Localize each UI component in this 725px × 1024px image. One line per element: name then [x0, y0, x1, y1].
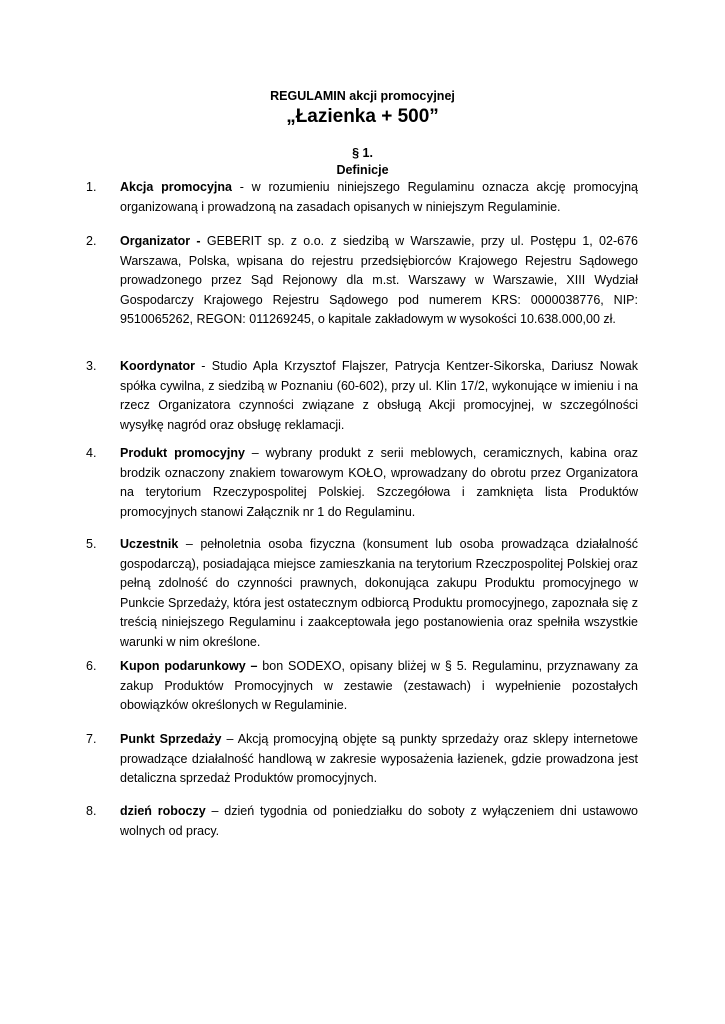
- definition-text: – pełnoletnia osoba fizyczna (konsument lub osoba prowadząca działalność gospodarczą), posiadająca miejsce zamieszkania na terytorium Rzeczpospolitej Polskiej oraz pełną zdolność do czynności prawnych, dokonująca zakupu Produktu promocyjnego w Punkcie Sprzedaży, która jest ostatecznym odbiorcą Produktu promocyjnego, zapoznała się z treścią niniejszego Regulaminu i zaakceptowała jego postanowienia oraz spełniła wszystkie warunki w nim określone.: [120, 537, 638, 649]
- definition-body: [120, 730, 638, 789]
- definition-number: 2.: [86, 234, 97, 248]
- definition-number: 7.: [86, 732, 97, 746]
- definition-text: - Studio Apla Krzysztof Flajszer, Patrycja Kentzer-Sikorska, Dariusz Nowak spółka cywilna, z siedzibą w Poznaniu (60-602), przy ul. Klin 17/2, wykonujące w imieniu i na rzecz Organizatora czynności związane z obsługą Akcji promocyjnej, w szczególności wysyłkę nagród oraz obsługę reklamacji.: [120, 359, 638, 432]
- definition-number: 3.: [86, 359, 97, 373]
- definition-body: [120, 178, 638, 217]
- definition-text: - w rozumieniu niniejszego Regulaminu oznacza akcję promocyjną organizowaną i prowadzoną na zasadach opisanych w niniejszym Regulaminie.: [120, 180, 638, 214]
- definition-number: 5.: [86, 537, 97, 551]
- document-title: REGULAMIN akcji promocyjnej: [270, 89, 455, 103]
- definition-body: [120, 535, 638, 653]
- definition-body: [120, 657, 638, 716]
- definition-body: [120, 232, 638, 330]
- definition-number: 6.: [86, 659, 97, 673]
- definition-term: Organizator -: [120, 234, 201, 248]
- definition-body: [120, 444, 638, 522]
- promotion-name: „Łazienka + 500”: [286, 106, 439, 127]
- definition-text: – wybrany produkt z serii meblowych, ceramicznych, kabina oraz brodzik oznaczony znakiem towarowym KOŁO, wprowadzany do obrotu przez Organizatora na terytorium Rzeczypospolitej Polskiej. Szczegółowa i zamknięta lista Produktów promocyjnych stanowi Załącznik nr 1 do Regulaminu.: [120, 446, 639, 519]
- definition-number: 4.: [86, 446, 97, 460]
- definition-number: 1.: [86, 180, 97, 194]
- definition-term: Akcja promocyjna: [120, 180, 232, 194]
- definition-term: Uczestnik: [120, 537, 179, 551]
- definition-term: Kupon podarunkowy –: [120, 659, 258, 673]
- definition-text: – dzień tygodnia od poniedziałku do soboty z wyłączeniem dni ustawowo wolnych od pracy.: [120, 804, 639, 838]
- section-number: § 1.: [352, 146, 373, 160]
- definition-term: dzień roboczy: [120, 804, 206, 818]
- definition-term: Koordynator: [120, 359, 195, 373]
- definition-text: GEBERIT sp. z o.o. z siedzibą w Warszawie, przy ul. Postępu 1, 02-676 Warszawa, Polska, wpisana do rejestru przedsiębiorców Krajowego Rejestru Sądowego prowadzonego przez Sąd Rejonowy dla m.st. Warszawy w Warszawie, XIII Wydział Gospodarczy Krajowego Rejestru Sądowego pod numerem KRS: 0000038776, NIP: 9510065262, REGON: 011269245, o kapitale zakładowym w wysokości 10.638.000,00 zł.: [120, 234, 638, 327]
- definition-body: [120, 357, 638, 435]
- definition-body: [120, 802, 638, 841]
- definition-text: – Akcją promocyjną objęte są punkty sprzedaży oraz sklepy internetowe prowadzące działalność handlową w zakresie wyposażenia łazienek, gdzie prowadzona jest detaliczna sprzedaż Produktów promocyjnych.: [120, 732, 638, 786]
- definition-number: 8.: [86, 804, 97, 818]
- definition-text: bon SODEXO, opisany bliżej w § 5. Regulaminu, przyznawany za zakup Produktów Promocyjnych w zestawie (zestawach) i wypełnienie pozostałych obowiązków określonych w Regulaminie.: [120, 659, 638, 713]
- section-title: Definicje: [336, 163, 389, 177]
- definition-term: Produkt promocyjny: [120, 446, 245, 460]
- definition-term: Punkt Sprzedaży: [120, 732, 222, 746]
